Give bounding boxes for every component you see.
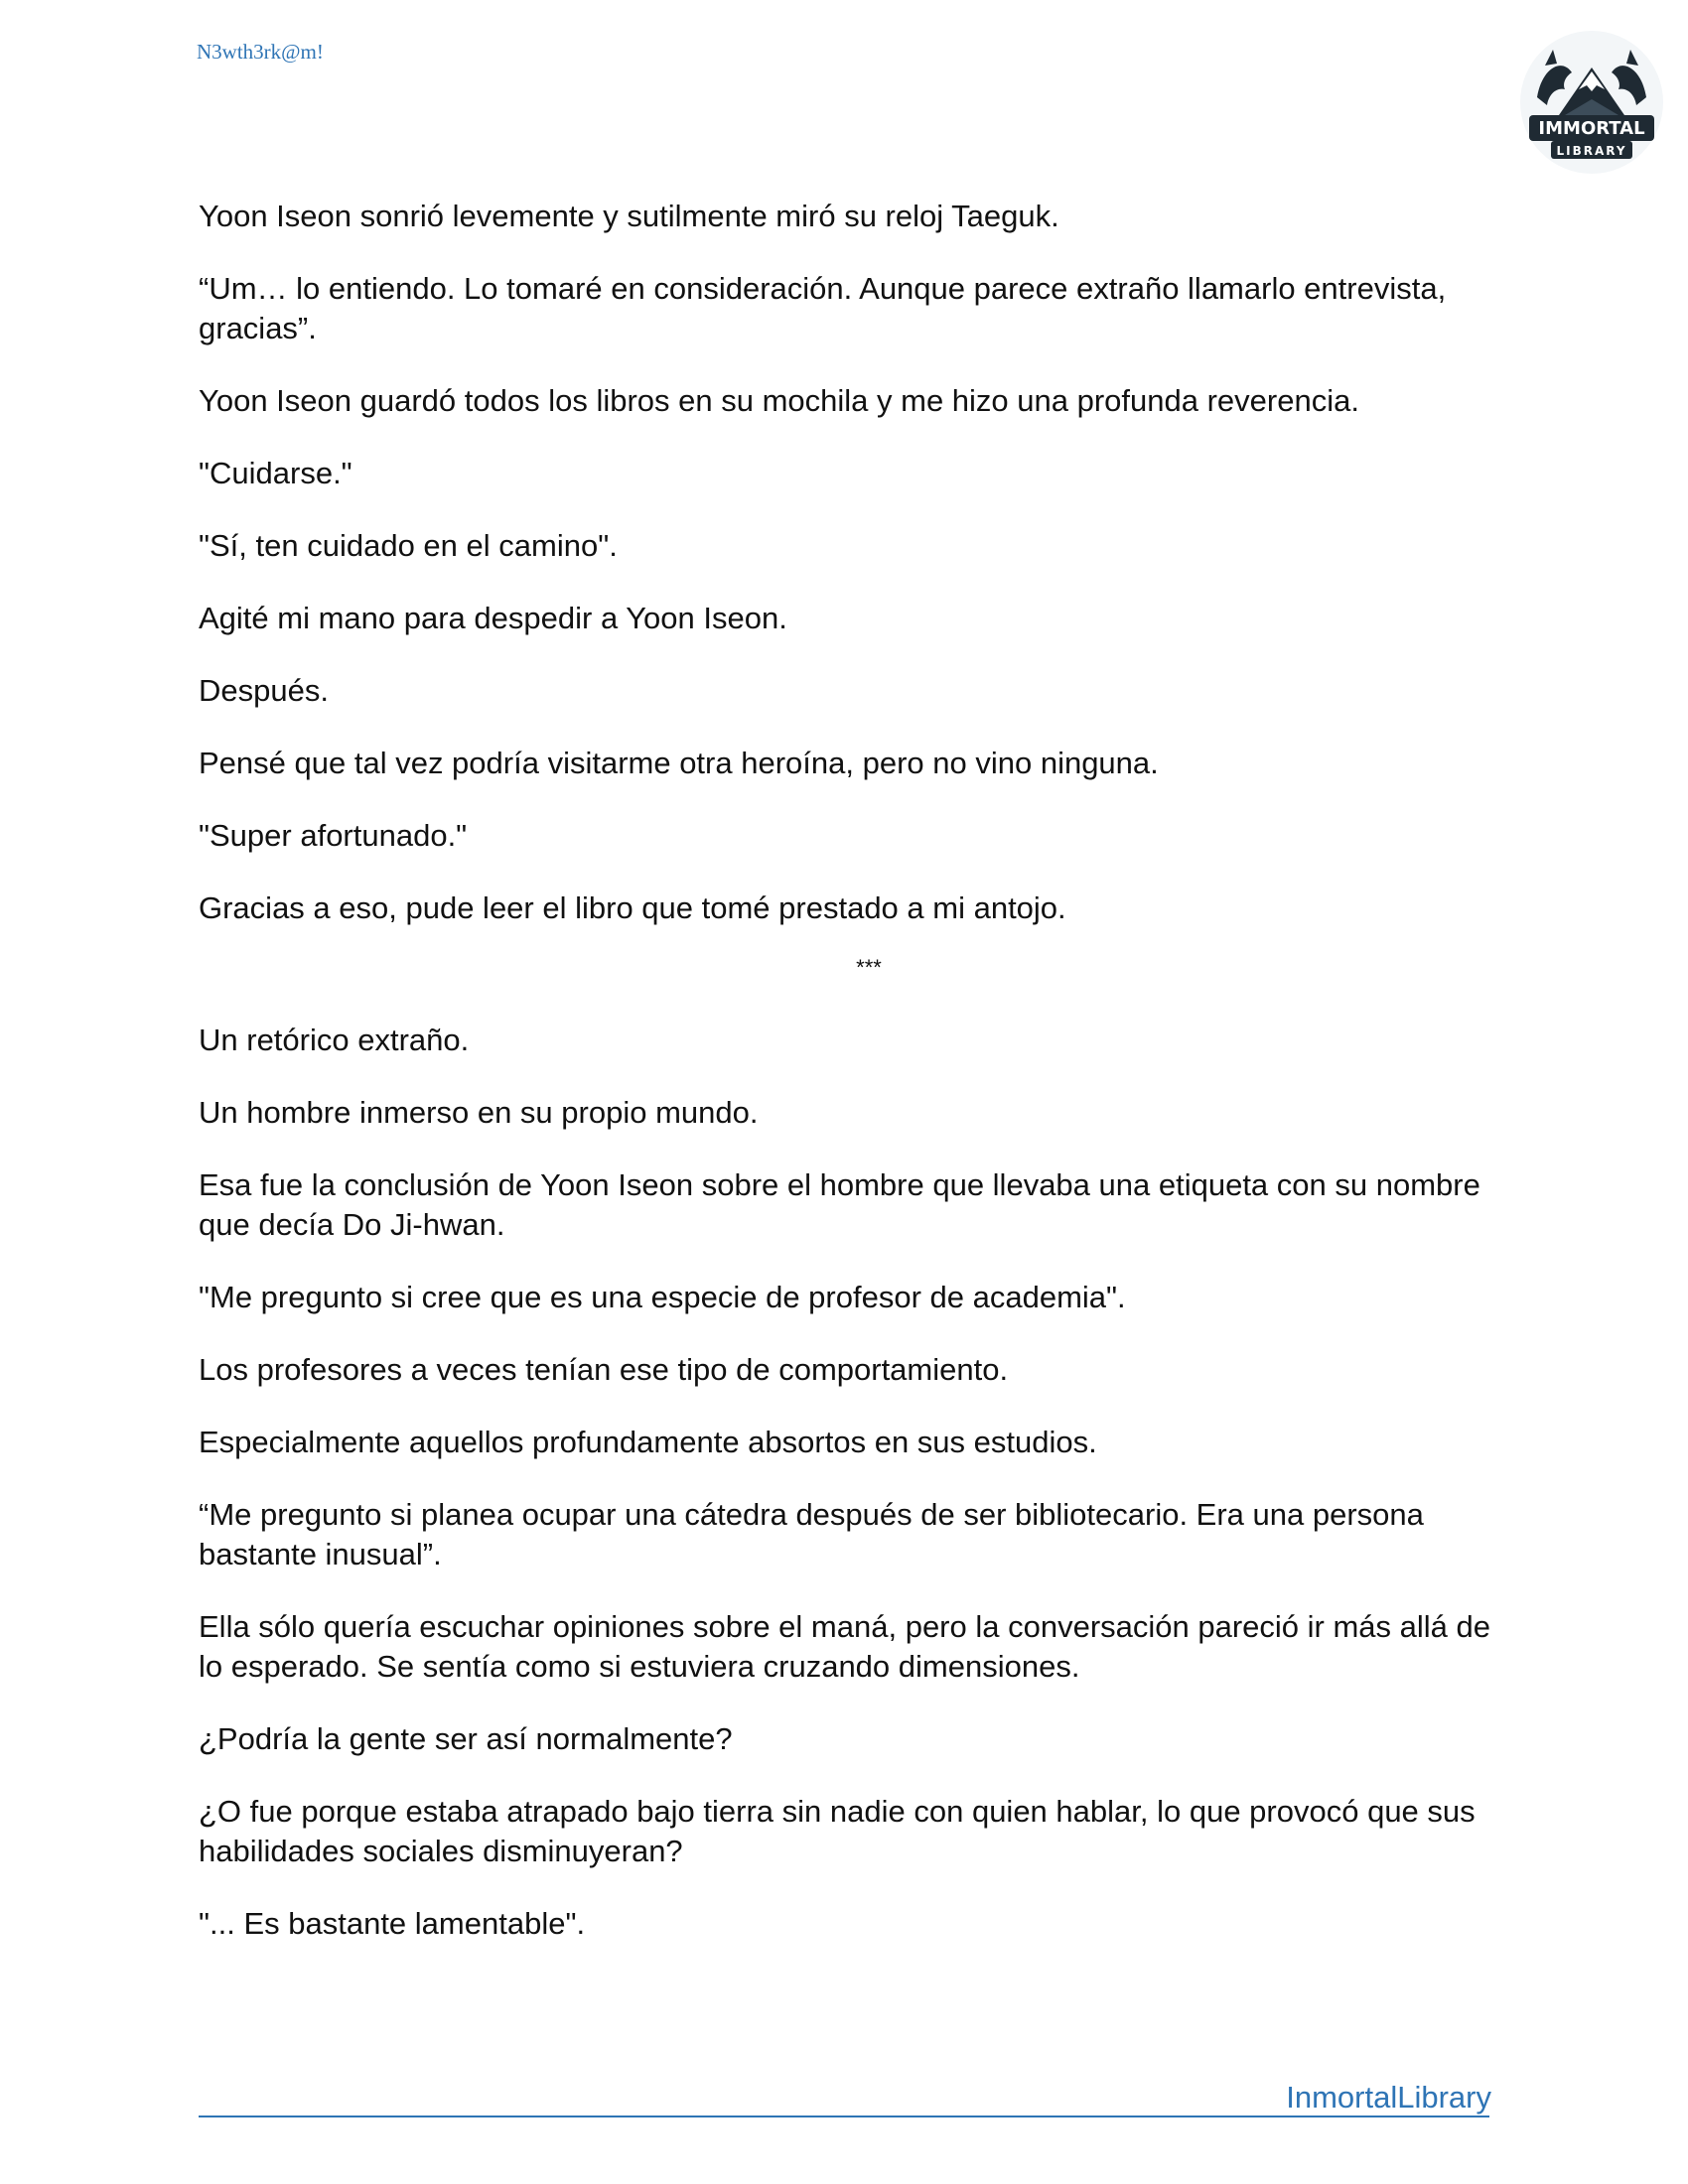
paragraph: "Me pregunto si cree que es una especie de profesor de academia". [199, 1280, 1126, 1314]
header-watermark-tag: N3wth3rk@m! [197, 40, 324, 64]
paragraph: Yoon Iseon sonrió levemente y sutilmente miró su reloj Taeguk. [199, 199, 1059, 233]
paragraph: Un retórico extraño. [199, 1023, 470, 1057]
paragraph: Esa fue la conclusión de Yoon Iseon sobre el hombre que llevaba una etiqueta con su nombre que decía Do Ji-hwan. [199, 1167, 1480, 1242]
logo-text-line1: IMMORTAL [1538, 118, 1645, 139]
paragraph: Especialmente aquellos profundamente absortos en sus estudios. [199, 1425, 1097, 1459]
paragraph: Agité mi mano para despedir a Yoon Iseon. [199, 601, 787, 635]
paragraph: “Um… lo entiendo. Lo tomaré en consideración. Aunque parece extraño llamarlo entrevista, gracias”. [199, 271, 1447, 345]
paragraph: "Cuidarse." [199, 456, 352, 490]
paragraph: “Me pregunto si planea ocupar una cátedra después de ser bibliotecario. Era una persona bastante inusual”. [199, 1497, 1424, 1571]
paragraph: "Super afortunado." [199, 818, 468, 853]
scene-separator: *** [856, 955, 882, 980]
paragraph: Pensé que tal vez podría visitarme otra heroína, pero no vino ninguna. [199, 746, 1159, 780]
footer-library-link[interactable]: InmortalLibrary [1286, 2080, 1491, 2115]
paragraph: Un hombre inmerso en su propio mundo. [199, 1095, 759, 1130]
logo-text-line2: LIBRARY [1556, 144, 1627, 158]
paragraph: ¿Podría la gente ser así normalmente? [199, 1721, 733, 1756]
paragraph: Gracias a eso, pude leer el libro que tomé prestado a mi antojo. [199, 890, 1066, 925]
library-crest-icon [1517, 28, 1666, 177]
footer-rule [199, 2116, 1489, 2117]
paragraph: "Sí, ten cuidado en el camino". [199, 528, 618, 563]
paragraph: ¿O fue porque estaba atrapado bajo tierra sin nadie con quien hablar, lo que provocó que sus habilidades sociales disminuyeran? [199, 1794, 1476, 1868]
paragraph: Ella sólo quería escuchar opiniones sobre el maná, pero la conversación pareció ir más allá de lo esperado. Se sentía como si estuviera cruzando dimensiones. [199, 1609, 1491, 1684]
paragraph: "... Es bastante lamentable". [199, 1906, 586, 1941]
chapter-body [199, 197, 1499, 1977]
paragraph: Los profesores a veces tenían ese tipo de comportamiento. [199, 1352, 1009, 1387]
paragraph: Yoon Iseon guardó todos los libros en su mochila y me hizo una profunda reverencia. [199, 383, 1359, 418]
paragraph: Después. [199, 673, 329, 708]
immortal-library-logo [1517, 28, 1666, 177]
